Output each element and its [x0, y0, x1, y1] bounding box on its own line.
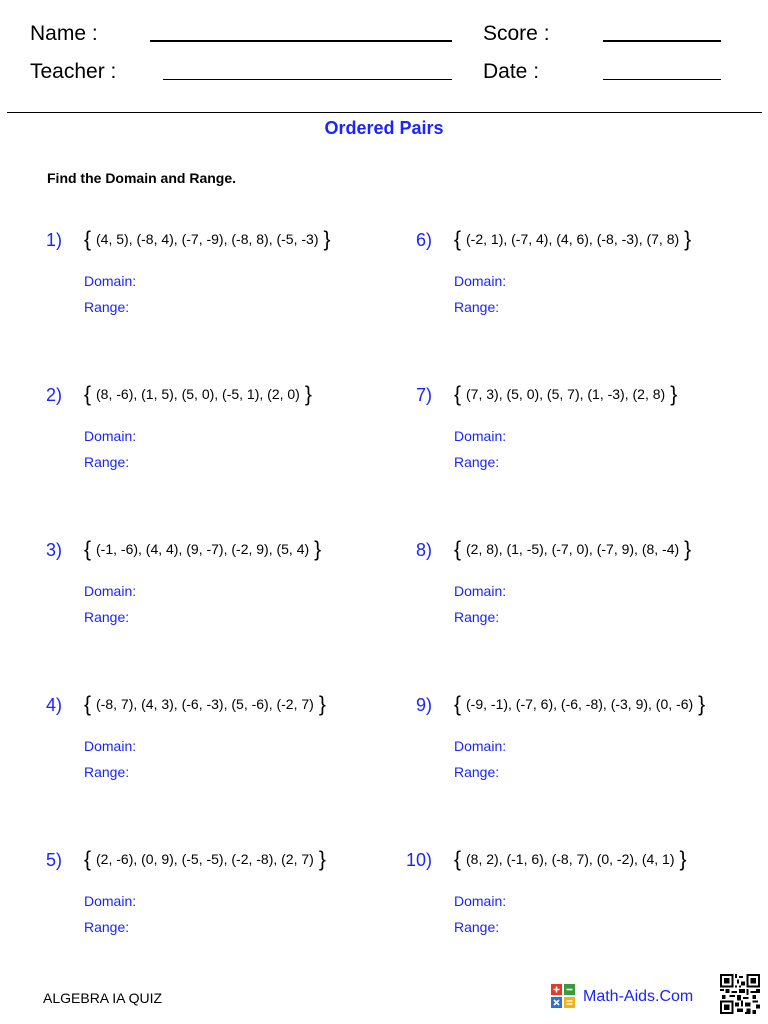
pairs-text: (-2, 1), (-7, 4), (4, 6), (-8, -3), (7, 8): [466, 231, 680, 247]
open-brace: {: [454, 848, 462, 871]
pairs-text: (8, 2), (-1, 6), (-8, 7), (0, -2), (4, 1): [466, 851, 675, 867]
ordered-pair-set: [84, 383, 312, 407]
date-field[interactable]: [603, 79, 721, 80]
open-brace: {: [454, 228, 462, 251]
domain-label: Domain:: [84, 583, 137, 599]
pairs-text: (4, 5), (-8, 4), (-7, -9), (-8, 8), (-5, -3): [96, 231, 319, 247]
ordered-pair-set: [454, 693, 705, 717]
name-label: Name :: [30, 22, 98, 45]
problem-number: 6): [415, 230, 432, 250]
range-label: Range:: [84, 764, 130, 780]
pairs-text: (2, 8), (1, -5), (-7, 0), (-7, 9), (8, -4): [466, 541, 680, 557]
problem-number: 3): [45, 540, 62, 560]
close-brace: }: [698, 693, 706, 716]
instructions: Find the Domain and Range.: [47, 170, 237, 186]
ordered-pair-set: [454, 383, 677, 407]
footer-quiz-label: ALGEBRA IA QUIZ: [43, 990, 163, 1006]
pairs-text: (-1, -6), (4, 4), (9, -7), (-2, 9), (5, 4): [96, 541, 310, 557]
pairs-text: (-9, -1), (-7, 6), (-6, -8), (-3, 9), (0, -6): [466, 696, 694, 712]
open-brace: {: [84, 538, 92, 561]
open-brace: {: [84, 848, 92, 871]
domain-label: Domain:: [84, 428, 137, 444]
domain-label: Domain:: [454, 893, 507, 909]
range-label: Range:: [454, 299, 500, 315]
ordered-pair-set: [84, 693, 326, 717]
problem-number: 2): [45, 385, 62, 405]
score-field[interactable]: [603, 40, 721, 42]
ordered-pair-set: [454, 538, 691, 562]
range-label: Range:: [454, 764, 500, 780]
score-label: Score :: [483, 22, 550, 45]
problem-number: 5): [45, 850, 62, 870]
close-brace: }: [323, 228, 331, 251]
problem-number: 10): [405, 850, 432, 870]
ordered-pair-set: [454, 848, 687, 872]
problem-number: 7): [415, 385, 432, 405]
open-brace: {: [84, 228, 92, 251]
pairs-text: (8, -6), (1, 5), (5, 0), (-5, 1), (2, 0): [96, 386, 300, 402]
problem-number: 8): [415, 540, 432, 560]
close-brace: }: [314, 538, 322, 561]
range-label: Range:: [454, 609, 500, 625]
teacher-field[interactable]: [163, 79, 452, 80]
domain-label: Domain:: [454, 273, 507, 289]
open-brace: {: [454, 693, 462, 716]
close-brace: }: [318, 848, 326, 871]
range-label: Range:: [84, 919, 130, 935]
ordered-pair-set: [84, 228, 331, 252]
ordered-pair-set: [84, 848, 326, 872]
range-label: Range:: [454, 454, 500, 470]
domain-label: Domain:: [454, 738, 507, 754]
close-brace: }: [318, 693, 326, 716]
close-brace: }: [684, 228, 692, 251]
pairs-text: (2, -6), (0, 9), (-5, -5), (-2, -8), (2, 7): [96, 851, 314, 867]
open-brace: {: [454, 538, 462, 561]
ordered-pair-set: [454, 228, 691, 252]
close-brace: }: [684, 538, 692, 561]
close-brace: }: [304, 383, 312, 406]
page-title: Ordered Pairs: [324, 118, 444, 138]
range-label: Range:: [454, 919, 500, 935]
open-brace: {: [84, 383, 92, 406]
domain-label: Domain:: [454, 583, 507, 599]
pairs-text: (7, 3), (5, 0), (5, 7), (1, -3), (2, 8): [466, 386, 666, 402]
ordered-pair-set: [84, 538, 321, 562]
close-brace: }: [670, 383, 678, 406]
qr-code-icon: [720, 974, 760, 1014]
open-brace: {: [454, 383, 462, 406]
pairs-text: (-8, 7), (4, 3), (-6, -3), (5, -6), (-2, 7): [96, 696, 314, 712]
problem-number: 9): [415, 695, 432, 715]
domain-label: Domain:: [454, 428, 507, 444]
problem-number: 4): [45, 695, 62, 715]
range-label: Range:: [84, 299, 130, 315]
domain-label: Domain:: [84, 893, 137, 909]
open-brace: {: [84, 693, 92, 716]
date-label: Date :: [483, 60, 540, 83]
domain-label: Domain:: [84, 738, 137, 754]
domain-label: Domain:: [84, 273, 137, 289]
range-label: Range:: [84, 609, 130, 625]
name-field[interactable]: [150, 40, 452, 42]
brand-link[interactable]: Math-Aids.Com: [583, 988, 694, 1005]
teacher-label: Teacher :: [30, 60, 117, 83]
range-label: Range:: [84, 454, 130, 470]
header-divider: [7, 112, 762, 113]
close-brace: }: [679, 848, 687, 871]
problem-number: 1): [45, 230, 62, 250]
calculator-icon: [551, 984, 575, 1008]
